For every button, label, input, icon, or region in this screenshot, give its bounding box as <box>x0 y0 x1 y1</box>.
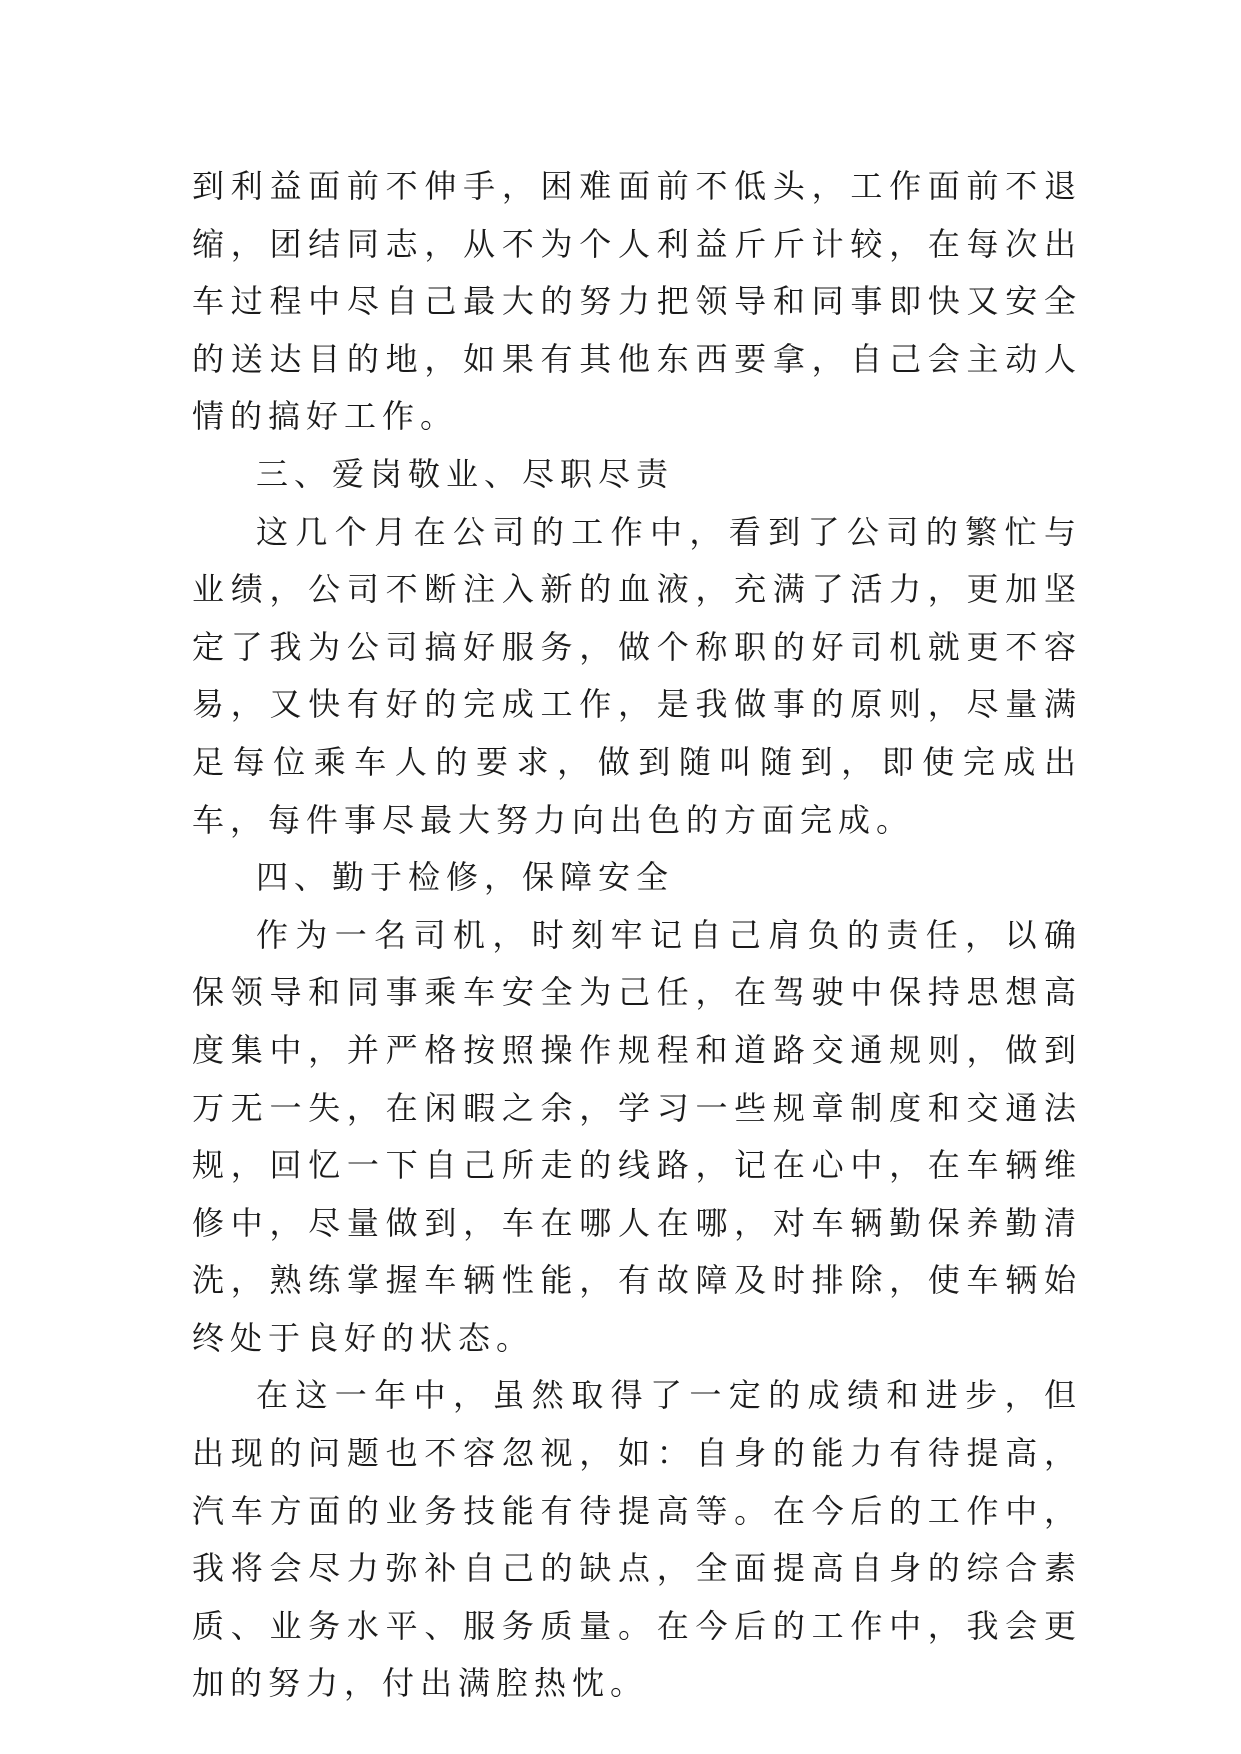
section-heading-4: 四、勤于检修，保障安全 <box>256 858 675 897</box>
paragraph-section-3: 这几个月在公司的工作中，看到了公司的繁忙与业绩，公司不断注入新的血液，充满了活力，更加坚定了我为公司搞好服务，做个称职的好司机就更不容易，又快有好的完成工作，是我做事的原则，尽量满足每位乘车人的要求，做到随叫随到，即使完成出车，每件事尽最大努力向出色的方面完成。 <box>192 512 1082 839</box>
paragraph-conclusion: 在这一年中，虽然取得了一定的成绩和进步，但出现的问题也不容忽视，如：自身的能力有待提高，汽车方面的业务技能有待提高等。在今后的工作中，我将会尽力弥补自己的缺点，全面提高自身的综合素质、业务水平、服务质量。在今后的工作中，我会更加的努力，付出满腔热忱。 <box>192 1376 1082 1703</box>
section-heading-3: 三、爱岗敬业、尽职尽责 <box>256 454 675 493</box>
paragraph-continuation: 到利益面前不伸手，困难面前不低头，工作面前不退缩，团结同志，从不为个人利益斤斤计较，在每次出车过程中尽自己最大的努力把领导和同事即快又安全的送达目的地，如果有其他东西要拿，自己会主动人情的搞好工作。 <box>192 167 1082 436</box>
paragraph-section-4: 作为一名司机，时刻牢记自己肩负的责任，以确保领导和同事乘车安全为己任，在驾驶中保持思想高度集中，并严格按照操作规程和道路交通规则，做到万无一失，在闲暇之余，学习一些规章制度和交通法规，回忆一下自己所走的线路，记在心中，在车辆维修中，尽量做到，车在哪人在哪，对车辆勤保养勤清洗，熟练掌握车辆性能，有故障及时排除，使车辆始终处于良好的状态。 <box>192 915 1082 1357</box>
document-body <box>192 158 1082 1713</box>
